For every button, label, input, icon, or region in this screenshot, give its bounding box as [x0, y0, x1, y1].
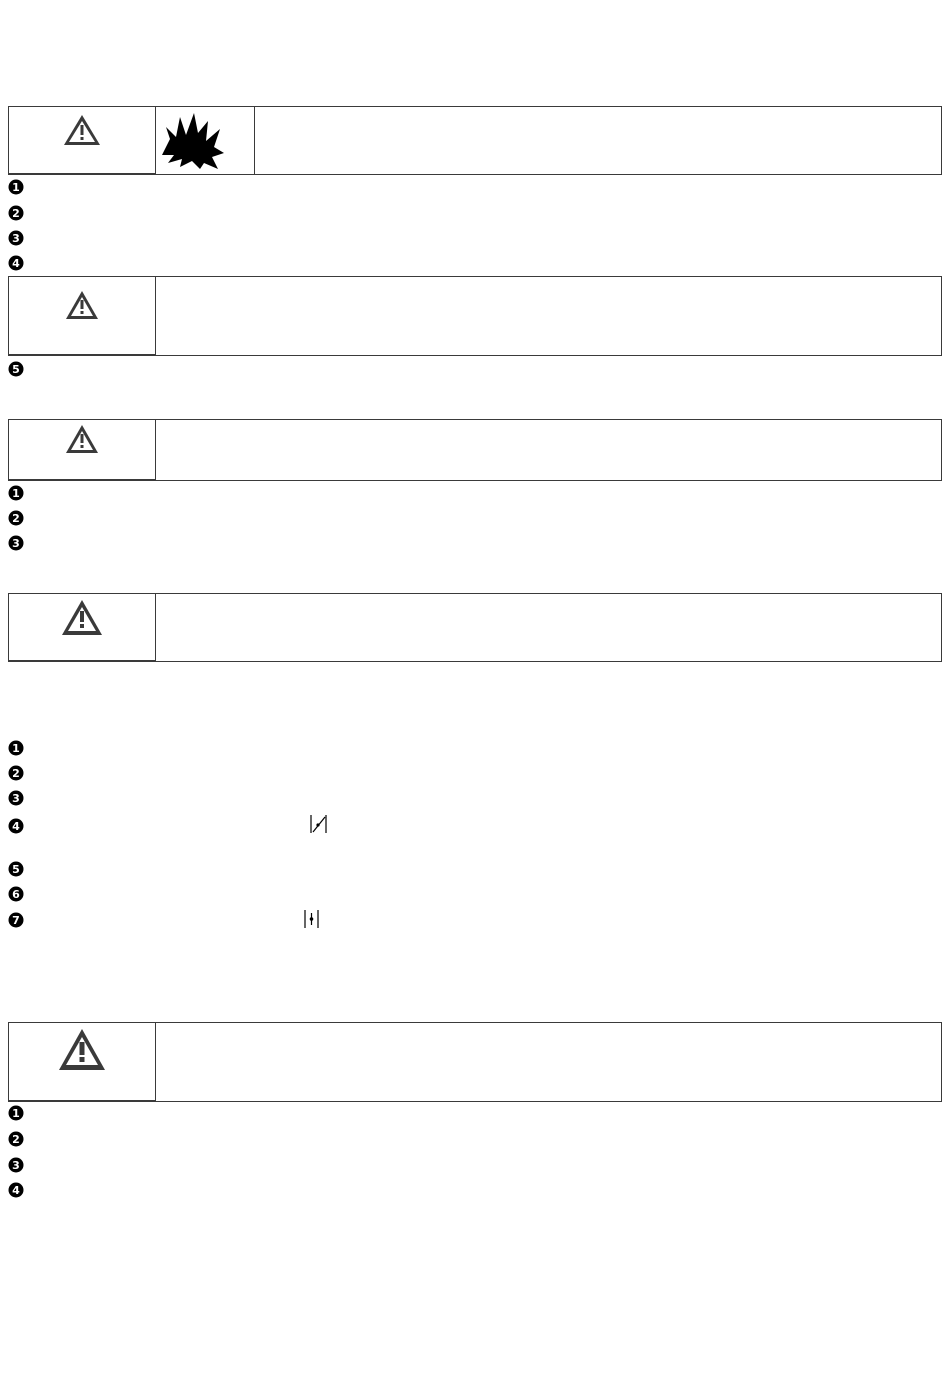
svg-text:4: 4	[12, 1184, 20, 1197]
step-number-4	[8, 1182, 24, 1198]
step-number-1	[8, 1105, 24, 1121]
warning-triangle-icon	[9, 277, 156, 338]
svg-text:2: 2	[12, 207, 20, 220]
step-number-4	[8, 818, 24, 834]
step-number-1	[8, 485, 24, 501]
svg-text:4: 4	[12, 257, 20, 270]
warning-icon-cell	[9, 594, 156, 661]
svg-text:2: 2	[12, 767, 20, 780]
step-number-4	[8, 255, 24, 271]
step-number-2	[8, 205, 24, 221]
step-number-3	[8, 230, 24, 246]
svg-text:1: 1	[12, 487, 20, 500]
warning-icon-cell	[9, 420, 156, 480]
explosion-icon	[156, 107, 254, 174]
svg-text:3: 3	[12, 1159, 20, 1172]
warning-label	[9, 173, 155, 174]
warning-box-3	[8, 419, 942, 481]
svg-text:1: 1	[12, 181, 20, 194]
svg-text:2: 2	[12, 1133, 20, 1146]
warning-text	[156, 277, 941, 355]
sensor-contact-icon	[302, 908, 322, 930]
warning-text	[156, 594, 941, 661]
warning-icon-cell	[9, 1023, 156, 1101]
warning-icon-cell	[9, 107, 156, 174]
warning-text	[156, 420, 941, 480]
svg-text:1: 1	[12, 1107, 20, 1120]
svg-text:3: 3	[12, 232, 20, 245]
warning-triangle-icon	[9, 420, 156, 463]
step-number-2	[8, 510, 24, 526]
warning-triangle-icon	[9, 1023, 156, 1083]
warning-triangle-icon	[9, 594, 156, 644]
warning-label	[9, 354, 155, 355]
step-number-3	[8, 790, 24, 806]
svg-text:4: 4	[12, 820, 20, 833]
step-number-2	[8, 1131, 24, 1147]
warning-triangle-icon	[9, 107, 156, 157]
step-number-7	[8, 912, 24, 928]
warning-label	[9, 479, 155, 480]
step-number-2	[8, 765, 24, 781]
warning-icon-cell	[9, 277, 156, 355]
svg-text:7: 7	[12, 914, 20, 927]
warning-box-5	[8, 1022, 942, 1102]
warning-text	[156, 1023, 941, 1101]
warning-label	[9, 660, 155, 661]
svg-text:5: 5	[12, 863, 20, 876]
svg-text:6: 6	[12, 888, 20, 901]
switch-contact-icon	[308, 813, 330, 835]
step-number-3	[8, 1157, 24, 1173]
step-number-1	[8, 179, 24, 195]
svg-text:3: 3	[12, 792, 20, 805]
step-number-1	[8, 740, 24, 756]
svg-text:5: 5	[12, 363, 20, 376]
step-number-3	[8, 535, 24, 551]
step-number-5	[8, 861, 24, 877]
svg-text:1: 1	[12, 742, 20, 755]
step-number-5	[8, 361, 24, 377]
warning-box-4	[8, 593, 942, 662]
explosion-icon-cell	[156, 107, 255, 174]
svg-text:3: 3	[12, 537, 20, 550]
warning-box-1	[8, 106, 942, 175]
step-number-6	[8, 886, 24, 902]
warning-box-2	[8, 276, 942, 356]
warning-text	[255, 107, 941, 174]
svg-text:2: 2	[12, 512, 20, 525]
warning-label	[9, 1100, 155, 1101]
